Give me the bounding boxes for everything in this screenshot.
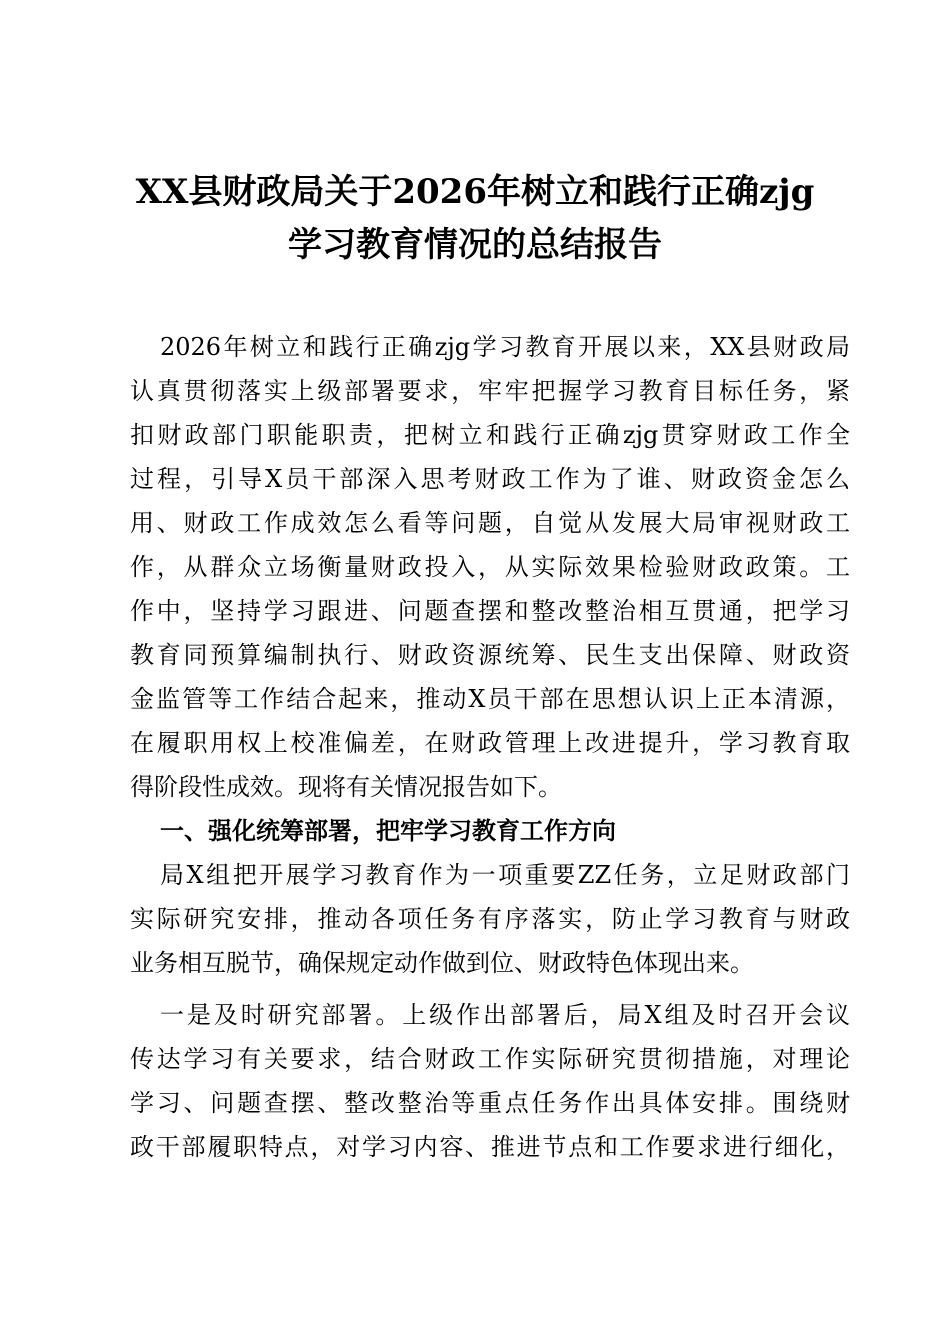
paragraph-line: 金监管等工作结合起来，推动X员干部在思想认识上正本清源， [130, 685, 850, 713]
paragraph-line: 作中，坚持学习跟进、问题查摆和整改整治相互贯通，把学习 [130, 597, 850, 625]
paragraph-line: 政干部履职特点，对学习内容、推进节点和工作要求进行细化， [130, 1133, 850, 1161]
paragraph-line: 过程，引导X员干部深入思考财政工作为了谁、财政资金怎么 [130, 465, 850, 493]
item1-paragraph [130, 993, 850, 1169]
title-line: XX县财政局关于2026年树立和践行正确zjg [135, 172, 815, 212]
paragraph-line: 学习、问题查摆、整改整治等重点任务作出具体安排。围绕财 [130, 1089, 850, 1117]
paragraph-line: 教育同预算编制执行、财政资源统筹、民生支出保障、财政资 [130, 641, 850, 669]
document-title [100, 166, 850, 272]
document-body [130, 325, 850, 1169]
title-line: 学习教育情况的总结报告 [288, 225, 662, 265]
paragraph-line: 在履职用权上校准偏差，在财政管理上改进提升，学习教育取 [130, 729, 850, 757]
paragraph-line: 扣财政部门职能职责，把树立和践行正确zjg贯穿财政工作全 [130, 421, 850, 449]
paragraph-line: 作，从群众立场衡量财政投入，从实际效果检验财政政策。工 [130, 553, 850, 581]
paragraph-line: 传达学习有关要求，结合财政工作实际研究贯彻措施，对理论 [130, 1045, 850, 1073]
paragraph-gap [130, 985, 850, 993]
paragraph-line: 得阶段性成效。现将有关情况报告如下。 [130, 773, 562, 801]
paragraph-line: 2026年树立和践行正确zjg学习教育开展以来，XX县财政局 [160, 333, 850, 361]
section1-paragraph [130, 853, 850, 985]
intro-paragraph [130, 325, 850, 809]
paragraph-line: 认真贯彻落实上级部署要求，牢牢把握学习教育目标任务，紧 [130, 377, 850, 405]
paragraph-line: 实际研究安排，推动各项任务有序落实，防止学习教育与财政 [130, 905, 850, 933]
paragraph-line: 局X组把开展学习教育作为一项重要ZZ任务，立足财政部门 [160, 861, 850, 889]
paragraph-line: 业务相互脱节，确保规定动作做到位、财政特色体现出来。 [130, 949, 754, 977]
section-heading: 一、强化统筹部署，把牢学习教育工作方向 [160, 817, 616, 845]
paragraph-line: 一是及时研究部署。上级作出部署后，局X组及时召开会议 [160, 1001, 850, 1029]
paragraph-line: 用、财政工作成效怎么看等问题，自觉从发展大局审视财政工 [130, 509, 850, 537]
